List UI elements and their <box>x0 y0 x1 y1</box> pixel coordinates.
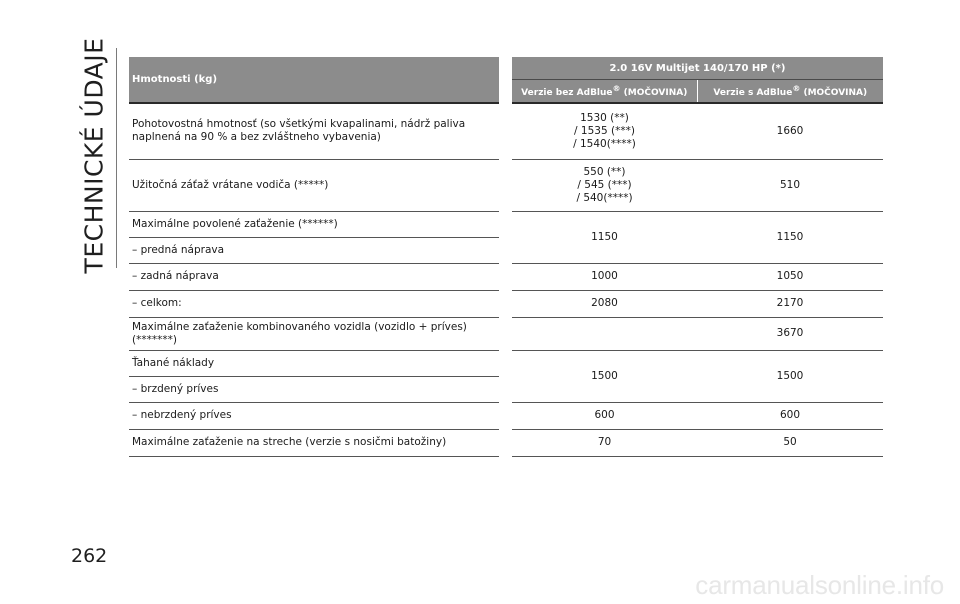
row-label: Ťahané náklady <box>129 350 499 376</box>
header-gap <box>499 57 512 103</box>
value-without-adblue: 1150 <box>512 211 697 263</box>
weights-table <box>129 57 883 457</box>
value-without-adblue <box>512 317 697 350</box>
table-row <box>129 429 883 456</box>
registered-mark: ® <box>612 84 621 93</box>
value-with-adblue: 1500 <box>697 350 883 402</box>
row-label: – brzdený príves <box>129 376 499 402</box>
row-label: Pohotovostná hmotnosť (so všetkými kvapalinami, nádrž paliva naplnená na 90 % a bez zvláštneho vybavenia) <box>129 103 499 159</box>
value-with-adblue: 50 <box>697 429 883 456</box>
value-without-adblue: 550 (**) / 545 (***) / 540(****) <box>512 159 697 211</box>
row-label: – predná náprava <box>129 237 499 263</box>
row-label: Užitočná záťaž vrátane vodiča (*****) <box>129 159 499 211</box>
weights-header: Hmotnosti (kg) <box>129 57 499 103</box>
variant-b-name: Verzie s AdBlue <box>713 88 793 98</box>
table-row <box>129 263 883 290</box>
row-gap <box>499 429 512 456</box>
row-label: Maximálne zaťaženie kombinovaného vozidla (vozidlo + príves) (*******) <box>129 317 499 350</box>
value-without-adblue: 70 <box>512 429 697 456</box>
value-without-adblue: 1000 <box>512 263 697 290</box>
engine-header: 2.0 16V Multijet 140/170 HP (*) <box>512 57 883 80</box>
table-row <box>129 290 883 317</box>
row-label: – zadná náprava <box>129 263 499 290</box>
section-title-text: TECHNICKÉ ÚDAJE <box>79 37 109 273</box>
row-gap <box>499 237 512 263</box>
row-gap <box>499 376 512 402</box>
table-row <box>129 350 883 376</box>
row-label: – celkom: <box>129 290 499 317</box>
row-label: Maximálne zaťaženie na streche (verzie s nosičmi batožiny) <box>129 429 499 456</box>
value-without-adblue: 600 <box>512 402 697 429</box>
value-without-adblue: 1530 (**) / 1535 (***) / 1540(****) <box>512 103 697 159</box>
table-row <box>129 103 883 159</box>
row-gap <box>499 350 512 376</box>
section-title-rule <box>116 48 117 268</box>
value-with-adblue: 1150 <box>697 211 883 263</box>
page-number: 262 <box>71 545 108 567</box>
row-label: Maximálne povolené zaťaženie (******) <box>129 211 499 237</box>
value-with-adblue: 1050 <box>697 263 883 290</box>
row-gap <box>499 211 512 237</box>
table-row <box>129 159 883 211</box>
row-gap <box>499 263 512 290</box>
variant-b-suffix: (MOČOVINA) <box>800 88 868 98</box>
table-row <box>129 402 883 429</box>
variant-a-name: Verzie bez AdBlue <box>521 88 613 98</box>
value-without-adblue: 2080 <box>512 290 697 317</box>
variant-header-with-adblue <box>697 80 883 104</box>
value-without-adblue: 1500 <box>512 350 697 402</box>
variant-header-without-adblue <box>512 80 697 104</box>
row-gap <box>499 159 512 211</box>
row-label: – nebrzdený príves <box>129 402 499 429</box>
row-gap <box>499 290 512 317</box>
row-gap <box>499 103 512 159</box>
value-with-adblue: 2170 <box>697 290 883 317</box>
section-title <box>74 37 114 273</box>
watermark: carmanualsonline.info <box>695 570 944 600</box>
table-row <box>129 317 883 350</box>
value-with-adblue: 510 <box>697 159 883 211</box>
value-with-adblue: 1660 <box>697 103 883 159</box>
variant-a-suffix: (MOČOVINA) <box>620 88 688 98</box>
row-gap <box>499 402 512 429</box>
registered-mark: ® <box>792 84 801 93</box>
value-with-adblue: 600 <box>697 402 883 429</box>
table-row <box>129 211 883 237</box>
row-gap <box>499 317 512 350</box>
value-with-adblue: 3670 <box>697 317 883 350</box>
